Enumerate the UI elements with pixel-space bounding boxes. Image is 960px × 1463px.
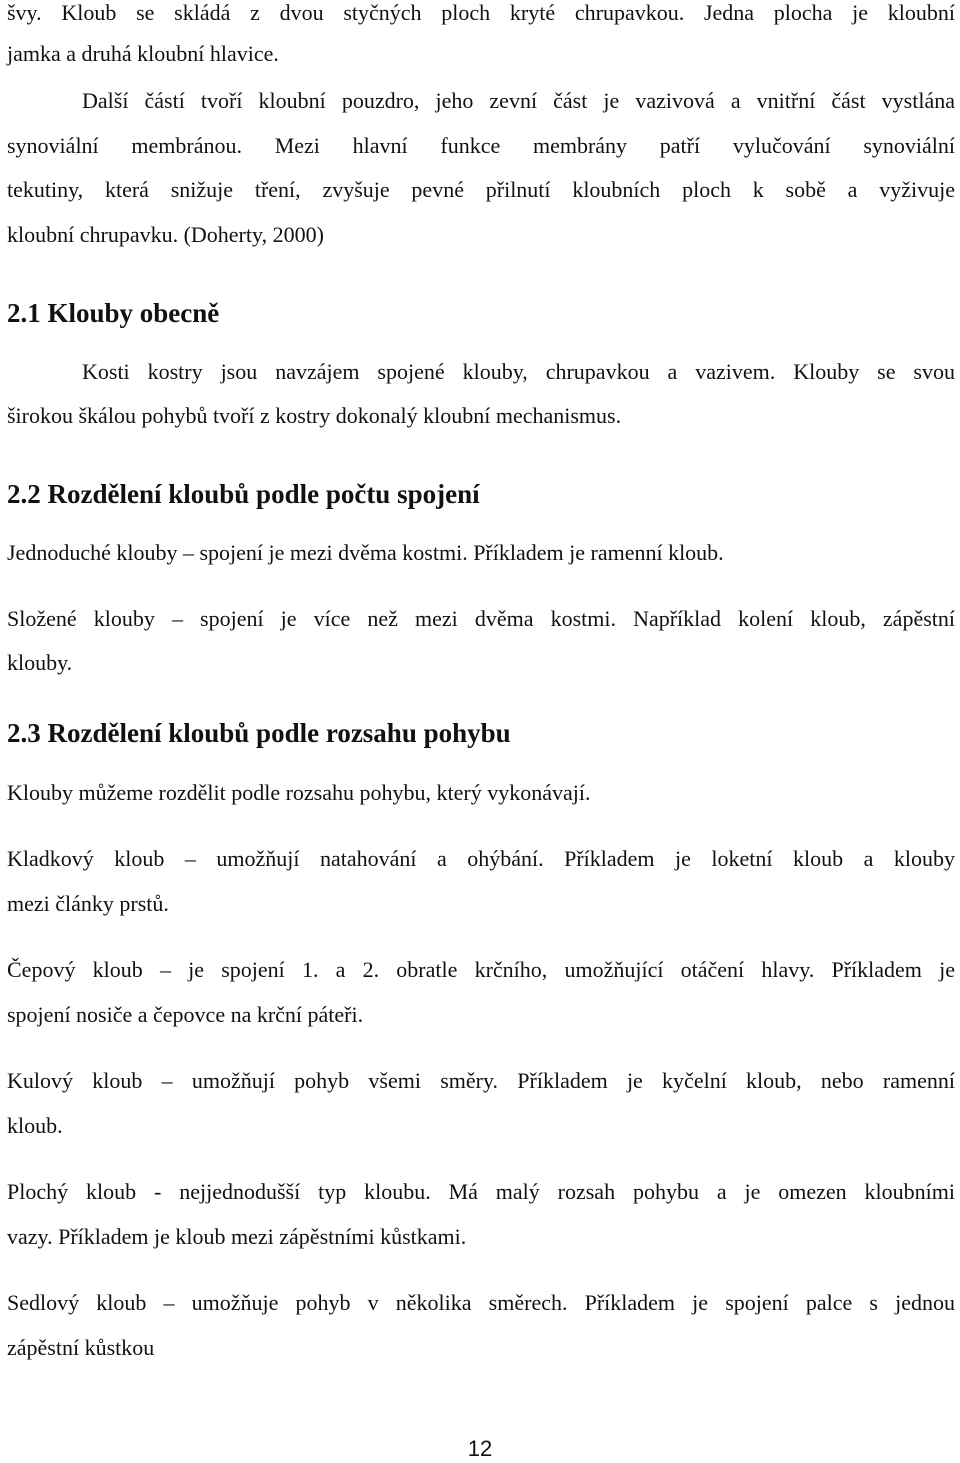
section-2-1-line-2: širokou škálou pohybů tvoří z kostry dokonalý kloubní mechanismus. <box>7 403 622 428</box>
intro-line-2: jamka a druhá kloubní hlavice. <box>7 41 279 66</box>
cepovy-line-1: Čepový kloub – je spojení 1. a 2. obratle krčního, umožňující otáčení hlavy. Příkladem je <box>7 957 955 982</box>
kulovy-line-2: kloub. <box>7 1113 63 1138</box>
cepovy-line-2: spojení nosiče a čepovce na krční páteři. <box>7 1002 364 1027</box>
page-number: 12 <box>467 1436 493 1461</box>
intro-line-5: tekutiny, která snižuje tření, zvyšuje pevné přilnutí kloubních ploch k sobě a vyživuje <box>7 177 955 202</box>
section-heading-2-1: 2.1 Klouby obecně <box>7 298 220 328</box>
section-2-1-line-1: Kosti kostry jsou navzájem spojené klouby, chrupavkou a vazivem. Klouby se svou <box>82 359 955 384</box>
intro-line-3: Další částí tvoří kloubní pouzdro, jeho zevní část je vazivová a vnitřní část vystlána <box>82 88 955 113</box>
kladkovy-line-2: mezi články prstů. <box>7 891 169 916</box>
plochy-line-2: vazy. Příkladem je kloub mezi zápěstními kůstkami. <box>7 1224 467 1249</box>
section-heading-2-2: 2.2 Rozdělení kloubů podle počtu spojení <box>7 479 480 509</box>
sedlovy-line-1: Sedlový kloub – umožňuje pohyb v několika směrech. Příkladem je spojení palce s jednou <box>7 1290 955 1315</box>
section-2-2-paragraph-2-line-1: Složené klouby – spojení je více než mezi dvěma kostmi. Například kolení kloub, zápěstní <box>7 606 955 631</box>
kulovy-line-1: Kulový kloub – umožňují pohyb všemi směry. Příkladem je kyčelní kloub, nebo ramenní <box>7 1068 955 1093</box>
section-2-2-paragraph-2-line-2: klouby. <box>7 650 73 675</box>
kladkovy-line-1: Kladkový kloub – umožňují natahování a ohýbání. Příkladem je loketní kloub a klouby <box>7 846 955 871</box>
sedlovy-line-2: zápěstní kůstkou <box>7 1335 155 1360</box>
section-2-2-paragraph-1: Jednoduché klouby – spojení je mezi dvěma kostmi. Příkladem je ramenní kloub. <box>7 540 724 565</box>
intro-line-6: kloubní chrupavku. (Doherty, 2000) <box>7 222 324 247</box>
plochy-line-1: Plochý kloub - nejjednodušší typ kloubu. Má malý rozsah pohybu a je omezen kloubními <box>7 1179 955 1204</box>
section-2-3-intro: Klouby můžeme rozdělit podle rozsahu pohybu, který vykonávají. <box>7 780 591 805</box>
intro-line-1: švy. Kloub se skládá z dvou styčných ploch kryté chrupavkou. Jedna plocha je kloubní <box>7 0 955 25</box>
section-heading-2-3: 2.3 Rozdělení kloubů podle rozsahu pohybu <box>7 718 511 748</box>
intro-line-4: synoviální membránou. Mezi hlavní funkce membrány patří vylučování synoviální <box>7 133 955 158</box>
